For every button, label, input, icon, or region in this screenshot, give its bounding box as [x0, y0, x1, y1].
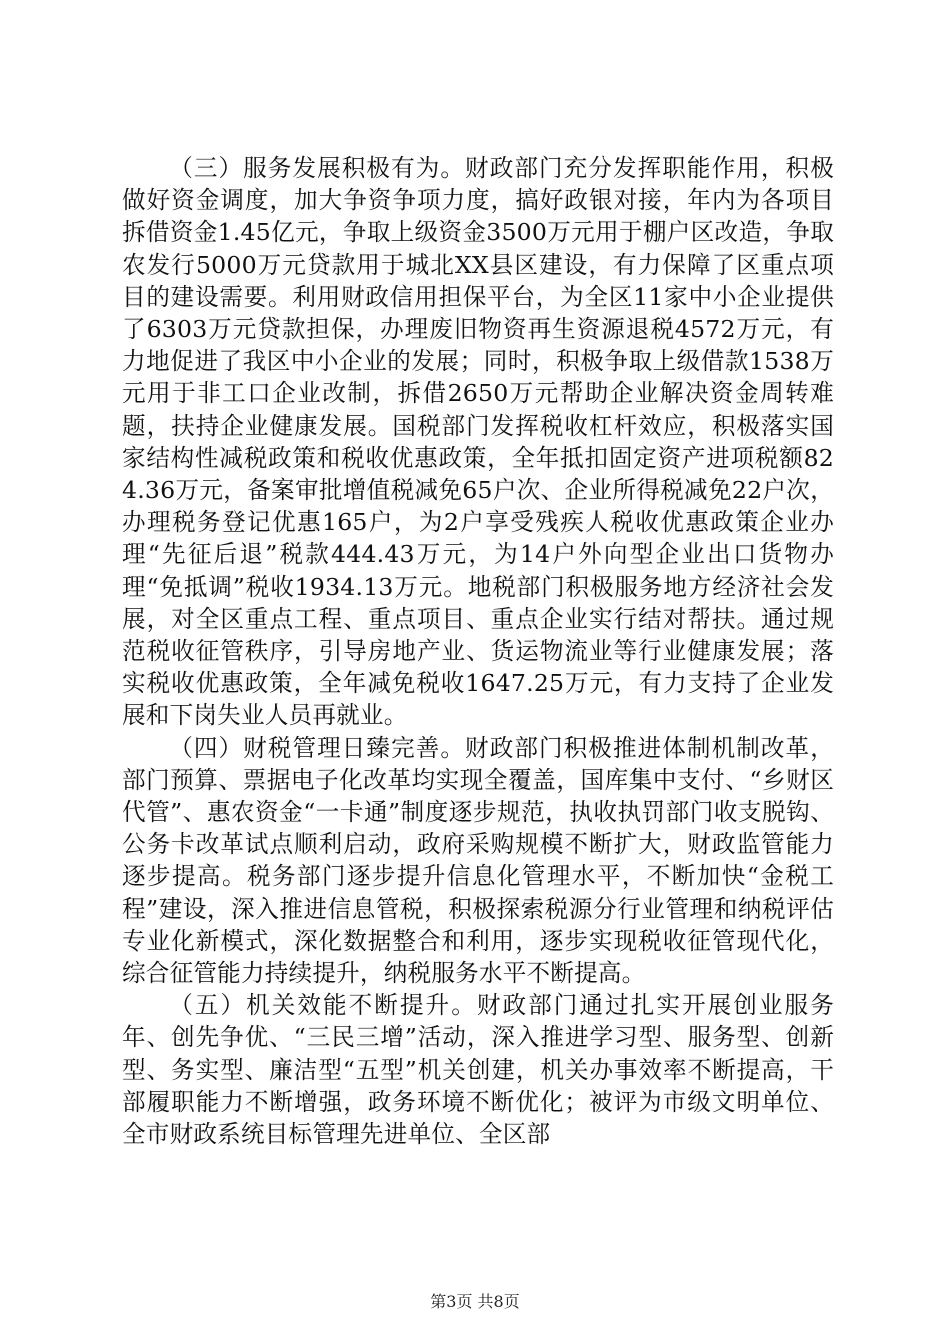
paragraph-tax-management: （四）财税管理日臻完善。财政部门积极推进体制机制改革，部门预算、票据电子化改革均实现全覆盖，国库集中支付、“乡财区代管”、惠农资金“一卡通”制度逐步规范，执收执罚部门收支脱钩、公务卡改革试点顺利启动，政府采购规模不断扩大，财政监管能力逐步提高。税务部门逐步提升信息化管理水平，不断加快“金税工程”建设，深入推进信息管税，积极探索税源分行业管理和纳税评估专业化新模式，深化数据整合和利用，逐步实现税收征管现代化，综合征管能力持续提升，纳税服务水平不断提高。 [122, 733, 834, 988]
page-number-footer: 第3页 共8页 [430, 1292, 520, 1311]
document-body [122, 152, 834, 1150]
paragraph-agency-efficiency: （五）机关效能不断提升。财政部门通过扎实开展创业服务年、创先争优、“三民三增”活动，深入推进学习型、服务型、创新型、务实型、廉洁型“五型”机关创建，机关办事效率不断提高，干部履职能力不断增强，政务环境不断优化；被评为市级文明单位、全市财政系统目标管理先进单位、全区部 [122, 991, 834, 1149]
paragraph-service-development: （三）服务发展积极有为。财政部门充分发挥职能作用，积极做好资金调度，加大争资争项力度，搞好政银对接，年内为各项目拆借资金1.45亿元，争取上级资金3500万元用于棚户区改造，争取农发行5000万元贷款用于城北XX县区建设，有力保障了区重点项目的建设需要。利用财政信用担保平台，为全区11家中小企业提供了6303万元贷款担保，办理废旧物资再生资源退税4572万元，有力地促进了我区中小企业的发展；同时，积极争取上级借款1538万元用于非工口企业改制，拆借2650万元帮助企业解决资金周转难题，扶持企业健康发展。国税部门发挥税收杠杆效应，积极落实国家结构性减税政策和税收优惠政策，全年抵扣固定资产进项税额824.36万元，备案审批增值税减免65户次、企业所得税减免22户次，办理税务登记优惠165户，为2户享受残疾人税收优惠政策企业办理“先征后退”税款444.43万元，为14户外向型企业出口货物办理“免抵调”税收1934.13万元。地税部门积极服务地方经济社会发展，对全区重点工程、重点项目、重点企业实行结对帮扶。通过规范税收征管秩序，引导房地产业、货运物流业等行业健康发展；落实税收优惠政策，全年减免税收1647.25万元，有力支持了企业发展和下岗失业人员再就业。 [122, 154, 834, 730]
